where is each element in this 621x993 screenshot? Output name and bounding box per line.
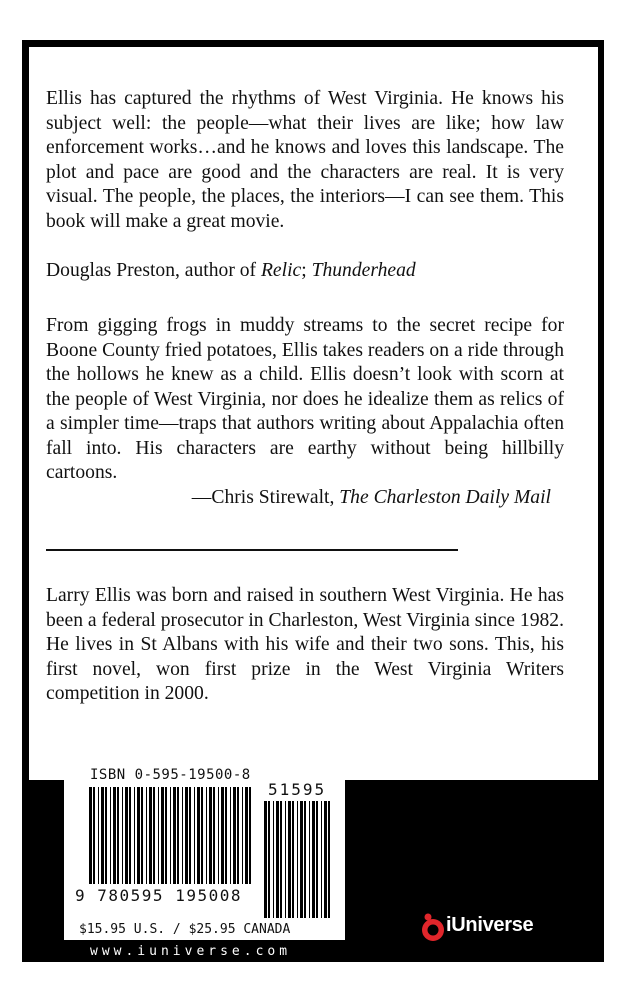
- author-bio: Larry Ellis was born and raised in southern West Virginia. He has been a federal prosecutor in Charleston, West Virginia since 1982. He lives in St Albans with his wife and their two sons. This, his first novel, won first prize in the West Virginia Writers competition in 2000.: [46, 585, 564, 704]
- attribution-separator: ;: [301, 260, 312, 281]
- review-quote-2: From gigging frogs in muddy streams to the secret recipe for Boone County fried potatoes, Ellis takes readers on a ride through the hollows he knew as a child. Ellis doesn’t look with scorn at the people of West Virginia, nor does he idealize them as relics of a simpler time—traps that authors writing about Appalachia often fall into. His characters are earthy without being hillbilly cartoons.: [46, 315, 564, 483]
- ean-number: 9 780595 195008: [75, 886, 242, 905]
- review-quote-1: Ellis has captured the rhythms of West Virginia. He knows his subject well: the people—what their lives are like; how law enforcement works…and he knows and loves this landscape. The plot and pace are good and the characters are real. It is very visual. The people, the places, the interiors—I can see them. This book will make a great movie.: [46, 88, 564, 232]
- review-attribution-1: [46, 259, 416, 283]
- price-addon-number: 51595: [268, 780, 327, 799]
- website-url: www.iuniverse.com: [90, 944, 292, 959]
- review-attribution-2: [192, 486, 551, 510]
- section-divider: [46, 549, 458, 551]
- isbn-label: ISBN 0-595-19500-8: [90, 767, 251, 783]
- publication-name: The Charleston Daily Mail: [339, 487, 551, 508]
- attribution-prefix: Douglas Preston, author of: [46, 260, 261, 281]
- price-label: $15.95 U.S. / $25.95 CANADA: [79, 922, 291, 937]
- book-title-relic: Relic: [260, 260, 302, 281]
- attribution-prefix: —Chris Stirewalt,: [191, 487, 340, 508]
- book-title-thunderhead: Thunderhead: [311, 260, 416, 281]
- publisher-name: iUniverse: [446, 914, 534, 936]
